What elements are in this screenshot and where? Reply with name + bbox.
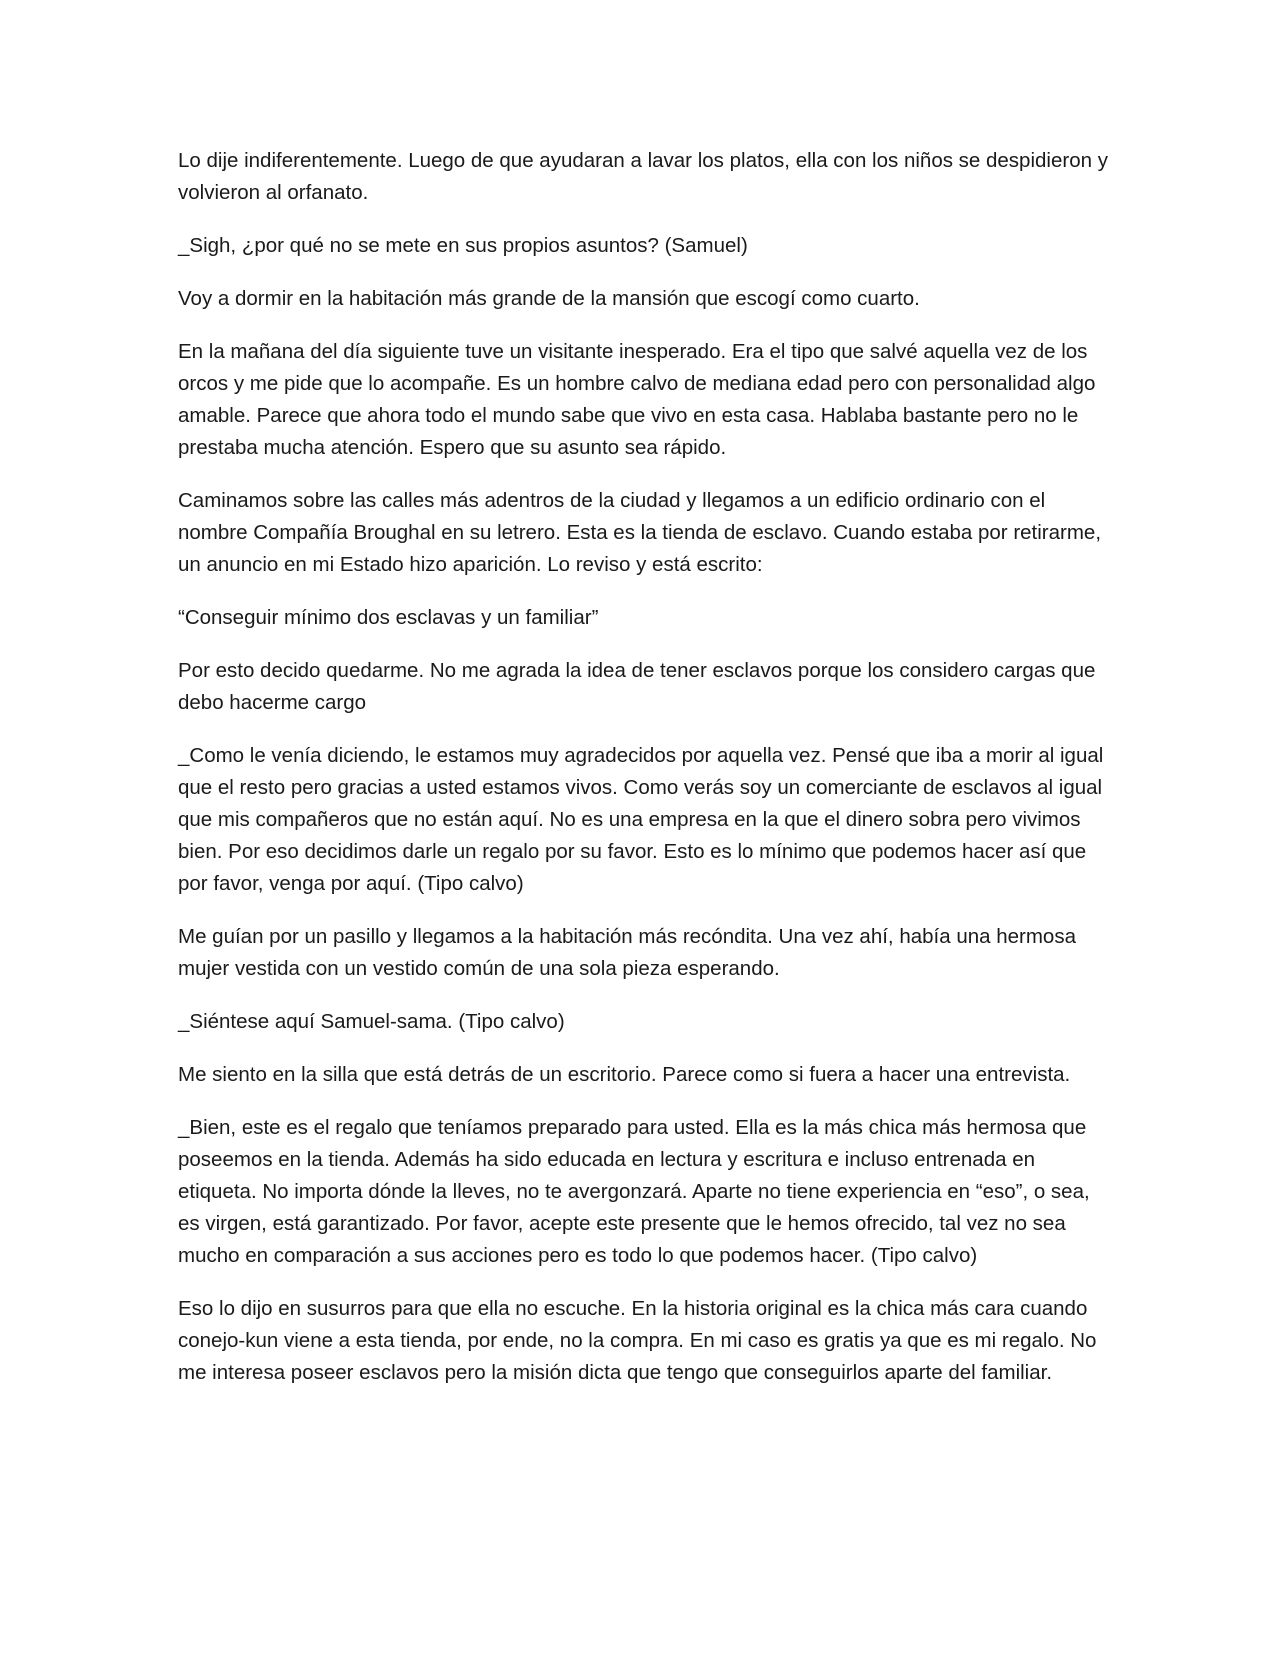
- paragraph: Voy a dormir en la habitación más grande de la mansión que escogí como cuarto.: [178, 287, 920, 310]
- paragraph: _Sigh, ¿por qué no se mete en sus propios asuntos? (Samuel): [178, 234, 748, 257]
- document-page: [178, 145, 1108, 1410]
- paragraph: _Siéntese aquí Samuel-sama. (Tipo calvo): [178, 1010, 565, 1033]
- paragraph: “Conseguir mínimo dos esclavas y un familiar”: [178, 606, 599, 629]
- paragraph: Me siento en la silla que está detrás de un escritorio. Parece como si fuera a hacer una entrevista.: [178, 1063, 1071, 1086]
- paragraph: En la mañana del día siguiente tuve un visitante inesperado. Era el tipo que salvé aquella vez de los orcos y me pide que lo acompañe. Es un hombre calvo de mediana edad pero con personalidad algo amable. Parece que ahora todo el mundo sabe que vivo en esta casa. Hablaba bastante pero no le prestaba mucha atención. Espero que su asunto sea rápido.: [178, 340, 1096, 459]
- paragraph: _Como le venía diciendo, le estamos muy agradecidos por aquella vez. Pensé que iba a morir al igual que el resto pero gracias a usted estamos vivos. Como verás soy un comerciante de esclavos al igual que mis compañeros que no están aquí. No es una empresa en la que el dinero sobra pero vivimos bien. Por eso decidimos darle un regalo por su favor. Esto es lo mínimo que podemos hacer así que por favor, venga por aquí. (Tipo calvo): [178, 744, 1104, 895]
- paragraph: Eso lo dijo en susurros para que ella no escuche. En la historia original es la chica más cara cuando conejo-kun viene a esta tienda, por ende, no la compra. En mi caso es gratis ya que es mi regalo. No me interesa poseer esclavos pero la misión dicta que tengo que conseguirlos aparte del familiar.: [178, 1297, 1097, 1384]
- paragraph: Me guían por un pasillo y llegamos a la habitación más recóndita. Una vez ahí, había una hermosa mujer vestida con un vestido común de una sola pieza esperando.: [178, 925, 1076, 980]
- paragraph: Lo dije indiferentemente. Luego de que ayudaran a lavar los platos, ella con los niños se despidieron y volvieron al orfanato.: [178, 149, 1108, 204]
- paragraph: Por esto decido quedarme. No me agrada la idea de tener esclavos porque los considero cargas que debo hacerme cargo: [178, 659, 1096, 714]
- paragraph: Caminamos sobre las calles más adentros de la ciudad y llegamos a un edificio ordinario con el nombre Compañía Broughal en su letrero. Esta es la tienda de esclavo. Cuando estaba por retirarme, un anuncio en mi Estado hizo aparición. Lo reviso y está escrito:: [178, 489, 1102, 576]
- paragraph: _Bien, este es el regalo que teníamos preparado para usted. Ella es la más chica más hermosa que poseemos en la tienda. Además ha sido educada en lectura y escritura e incluso entrenada en etiqueta. No importa dónde la lleves, no te avergonzará. Aparte no tiene experiencia en “eso”, o sea, es virgen, está garantizado. Por favor, acepte este presente que le hemos ofrecido, tal vez no sea mucho en comparación a sus acciones pero es todo lo que podemos hacer. (Tipo calvo): [178, 1116, 1090, 1267]
